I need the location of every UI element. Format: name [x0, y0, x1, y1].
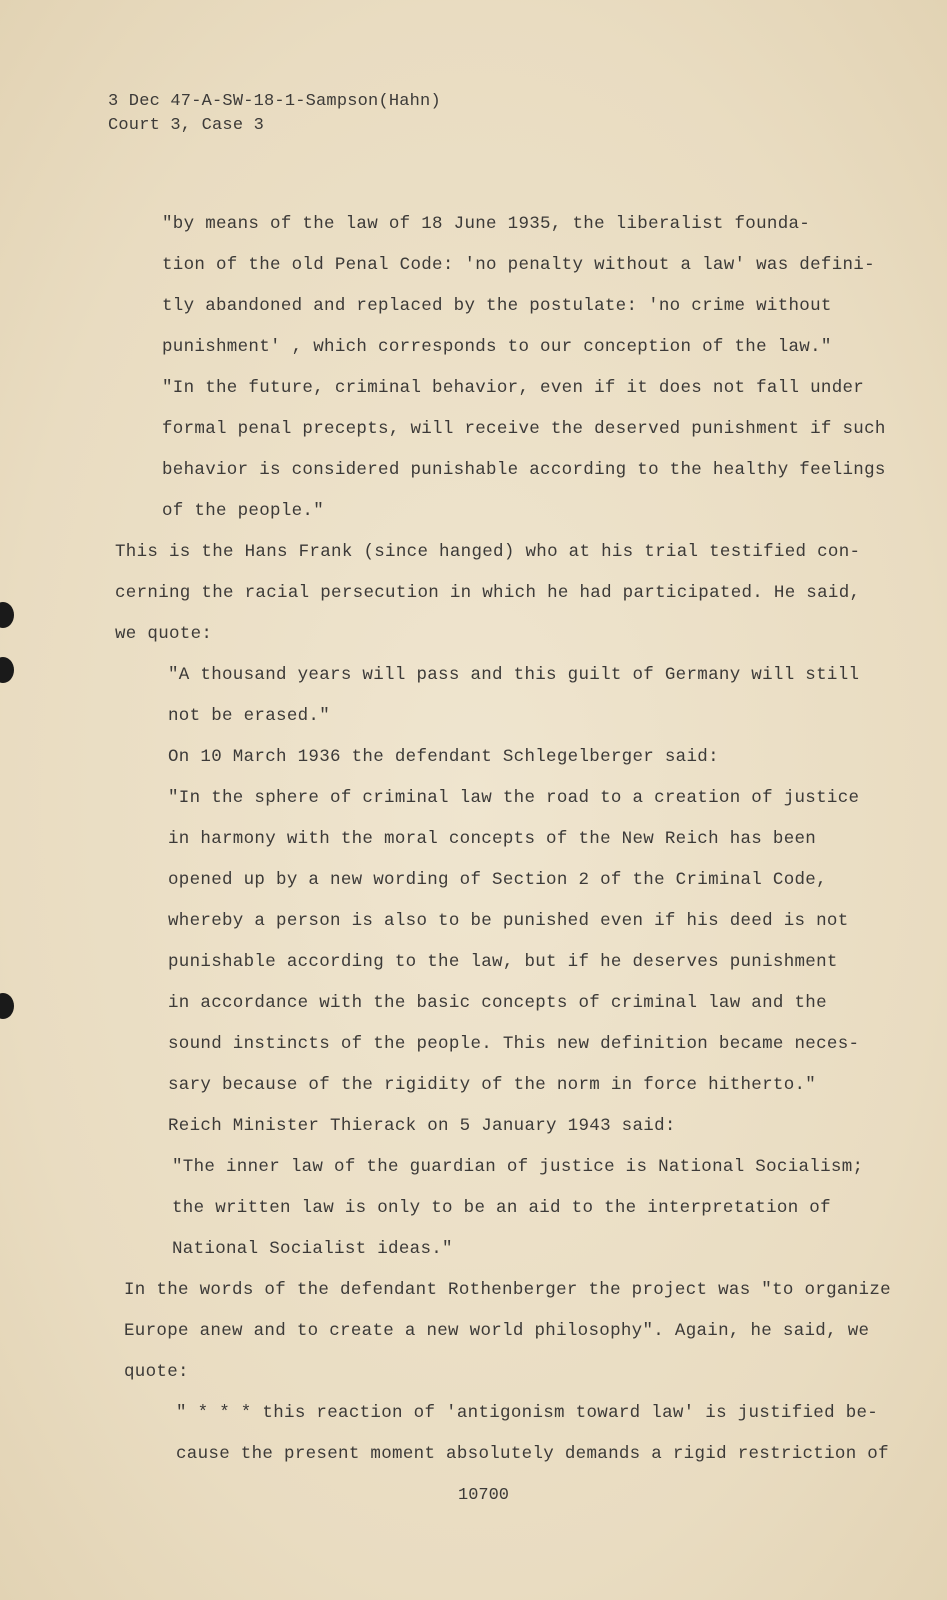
- text-line: the written law is only to be an aid to the interpretation of: [172, 1198, 831, 1218]
- text-line: sary because of the rigidity of the norm in force hitherto.": [168, 1075, 817, 1095]
- text-line: In the words of the defendant Rothenberger the project was "to organize: [124, 1280, 891, 1300]
- punch-hole-2: [0, 657, 14, 683]
- text-line: "The inner law of the guardian of justice is National Socialism;: [172, 1157, 864, 1177]
- text-line: whereby a person is also to be punished even if his deed is not: [168, 911, 849, 931]
- text-line: in accordance with the basic concepts of criminal law and the: [168, 993, 827, 1013]
- text-line: opened up by a new wording of Section 2 of the Criminal Code,: [168, 870, 827, 890]
- text-line: " * * * this reaction of 'antigonism toward law' is justified be-: [176, 1403, 879, 1423]
- document-header: [108, 90, 441, 138]
- text-line: behavior is considered punishable according to the healthy feelings: [162, 460, 886, 480]
- text-line: National Socialist ideas.": [172, 1239, 453, 1259]
- text-line: punishable according to the law, but if he deserves punishment: [168, 952, 838, 972]
- punch-hole-3: [0, 993, 14, 1019]
- text-line: cause the present moment absolutely demands a rigid restriction of: [176, 1444, 889, 1464]
- text-line: punishment' , which corresponds to our conception of the law.": [162, 337, 832, 357]
- text-line: we quote:: [115, 624, 213, 644]
- page-number: 10700: [458, 1486, 510, 1505]
- text-line: not be erased.": [168, 706, 331, 726]
- text-line: quote:: [124, 1362, 189, 1382]
- text-line: tion of the old Penal Code: 'no penalty without a law' was defini-: [162, 255, 875, 275]
- text-line: Reich Minister Thierack on 5 January 1943 said:: [168, 1116, 676, 1136]
- header-court-line: Court 3, Case 3: [108, 116, 265, 135]
- text-line: "In the future, criminal behavior, even if it does not fall under: [162, 378, 865, 398]
- header-reference-line: 3 Dec 47-A-SW-18-1-Sampson(Hahn): [108, 92, 441, 111]
- text-line: Europe anew and to create a new world philosophy". Again, he said, we: [124, 1321, 870, 1341]
- text-line: This is the Hans Frank (since hanged) who at his trial testified con-: [115, 542, 861, 562]
- text-line: sound instincts of the people. This new definition became neces-: [168, 1034, 860, 1054]
- text-line: "In the sphere of criminal law the road to a creation of justice: [168, 788, 860, 808]
- text-line: formal penal precepts, will receive the deserved punishment if such: [162, 419, 886, 439]
- text-line: of the people.": [162, 501, 325, 521]
- punch-hole-1: [0, 602, 14, 628]
- text-line: in harmony with the moral concepts of the New Reich has been: [168, 829, 817, 849]
- text-line: tly abandoned and replaced by the postulate: 'no crime without: [162, 296, 832, 316]
- text-line: cerning the racial persecution in which he had participated. He said,: [115, 583, 861, 603]
- text-line: On 10 March 1936 the defendant Schlegelberger said:: [168, 747, 719, 767]
- text-line: "A thousand years will pass and this guilt of Germany will still: [168, 665, 860, 685]
- text-line: "by means of the law of 18 June 1935, the liberalist founda-: [162, 214, 811, 234]
